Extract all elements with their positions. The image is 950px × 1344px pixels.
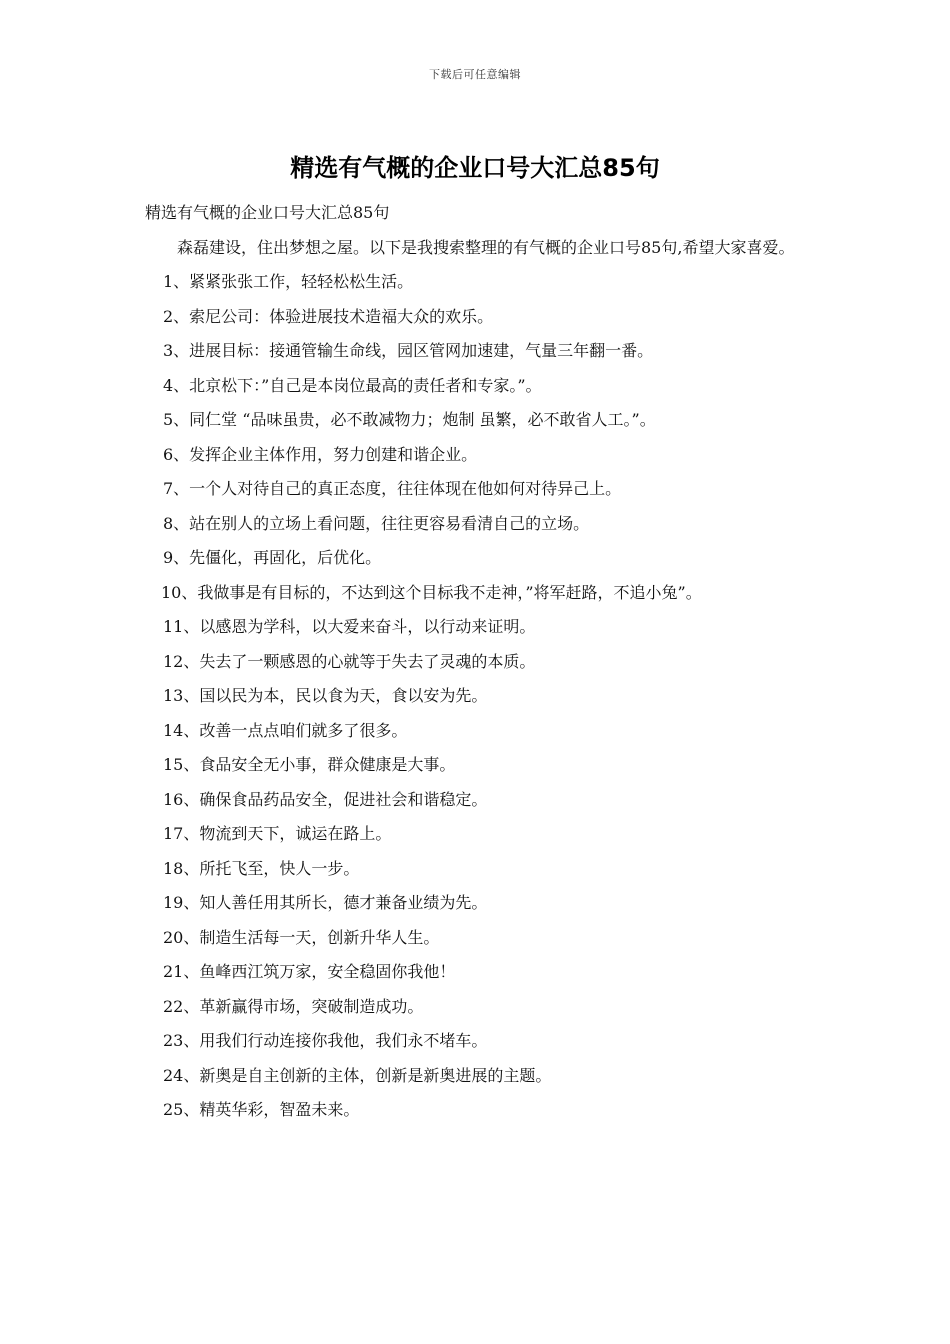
slogan-item: 8、站在别人的立场上看问题，往往更容易看清自己的立场。: [163, 513, 590, 533]
slogan-item: 12、失去了一颗感恩的心就等于失去了灵魂的本质。: [163, 651, 536, 671]
header-note: 下载后可任意编辑: [429, 68, 521, 81]
subtitle: 精选有气概的企业口号大汇总85句: [145, 203, 390, 222]
slogan-item: 23、用我们行动连接你我他，我们永不堵车。: [163, 1031, 488, 1050]
slogan-item: 15、食品安全无小事，群众健康是大事。: [163, 755, 456, 774]
slogan-item: 4、北京松下：”自己是本岗位最高的责任者和专家。”。: [163, 375, 542, 395]
slogan-item: 2、索尼公司：体验进展技术造福大众的欢乐。: [163, 306, 494, 326]
slogan-item: 19、知人善任用其所长，德才兼备业绩为先。: [163, 893, 488, 912]
slogan-item: 18、所托飞至，快人一步。: [163, 858, 360, 878]
slogan-item: 9、先僵化，再固化，后优化。: [163, 548, 382, 567]
slogan-item: 20、制造生活每一天，创新升华人生。: [163, 927, 440, 947]
slogan-item: 10、我做事是有目标的，不达到这个目标我不走神，”将军赶路，不追小兔”。: [161, 582, 702, 602]
slogan-item: 24、新奥是自主创新的主体，创新是新奥进展的主题。: [163, 1065, 552, 1085]
slogan-item: 22、革新赢得市场，突破制造成功。: [163, 996, 424, 1016]
slogan-item: 25、精英华彩，智盈未来。: [163, 1100, 360, 1119]
intro-paragraph: 森磊建设，住出梦想之屋。以下是我搜索整理的有气概的企业口号85句,希望大家喜爱。: [177, 237, 795, 257]
slogan-item: 6、发挥企业主体作用，努力创建和谐企业。: [163, 444, 478, 464]
slogan-item: 14、改善一点点咱们就多了很多。: [163, 720, 408, 740]
slogan-item: 16、确保食品药品安全，促进社会和谐稳定。: [163, 789, 488, 809]
slogan-item: 13、国以民为本，民以食为天，食以安为先。: [163, 686, 488, 705]
slogan-item: 11、以感恩为学科，以大爱来奋斗，以行动来证明。: [163, 617, 536, 636]
document-body: [145, 196, 807, 1128]
slogan-item: 5、同仁堂 “品味虽贵，必不敢减物力；炮制 虽繁，必不敢省人工。”。: [163, 410, 656, 429]
slogan-item: 21、鱼峰西江筑万家，安全稳固你我他！: [163, 962, 456, 981]
slogan-item: 17、物流到天下，诚运在路上。: [163, 824, 392, 843]
slogan-item: 7、一个人对待自己的真正态度，往往体现在他如何对待异己上。: [163, 479, 622, 498]
document-title: 精选有气概的企业口号大汇总85句: [290, 154, 660, 182]
slogan-item: 3、进展目标：接通管输生命线，园区管网加速建，气量三年翻一番。: [163, 341, 654, 360]
slogan-item: 1、紧紧张张工作，轻轻松松生活。: [163, 272, 414, 291]
